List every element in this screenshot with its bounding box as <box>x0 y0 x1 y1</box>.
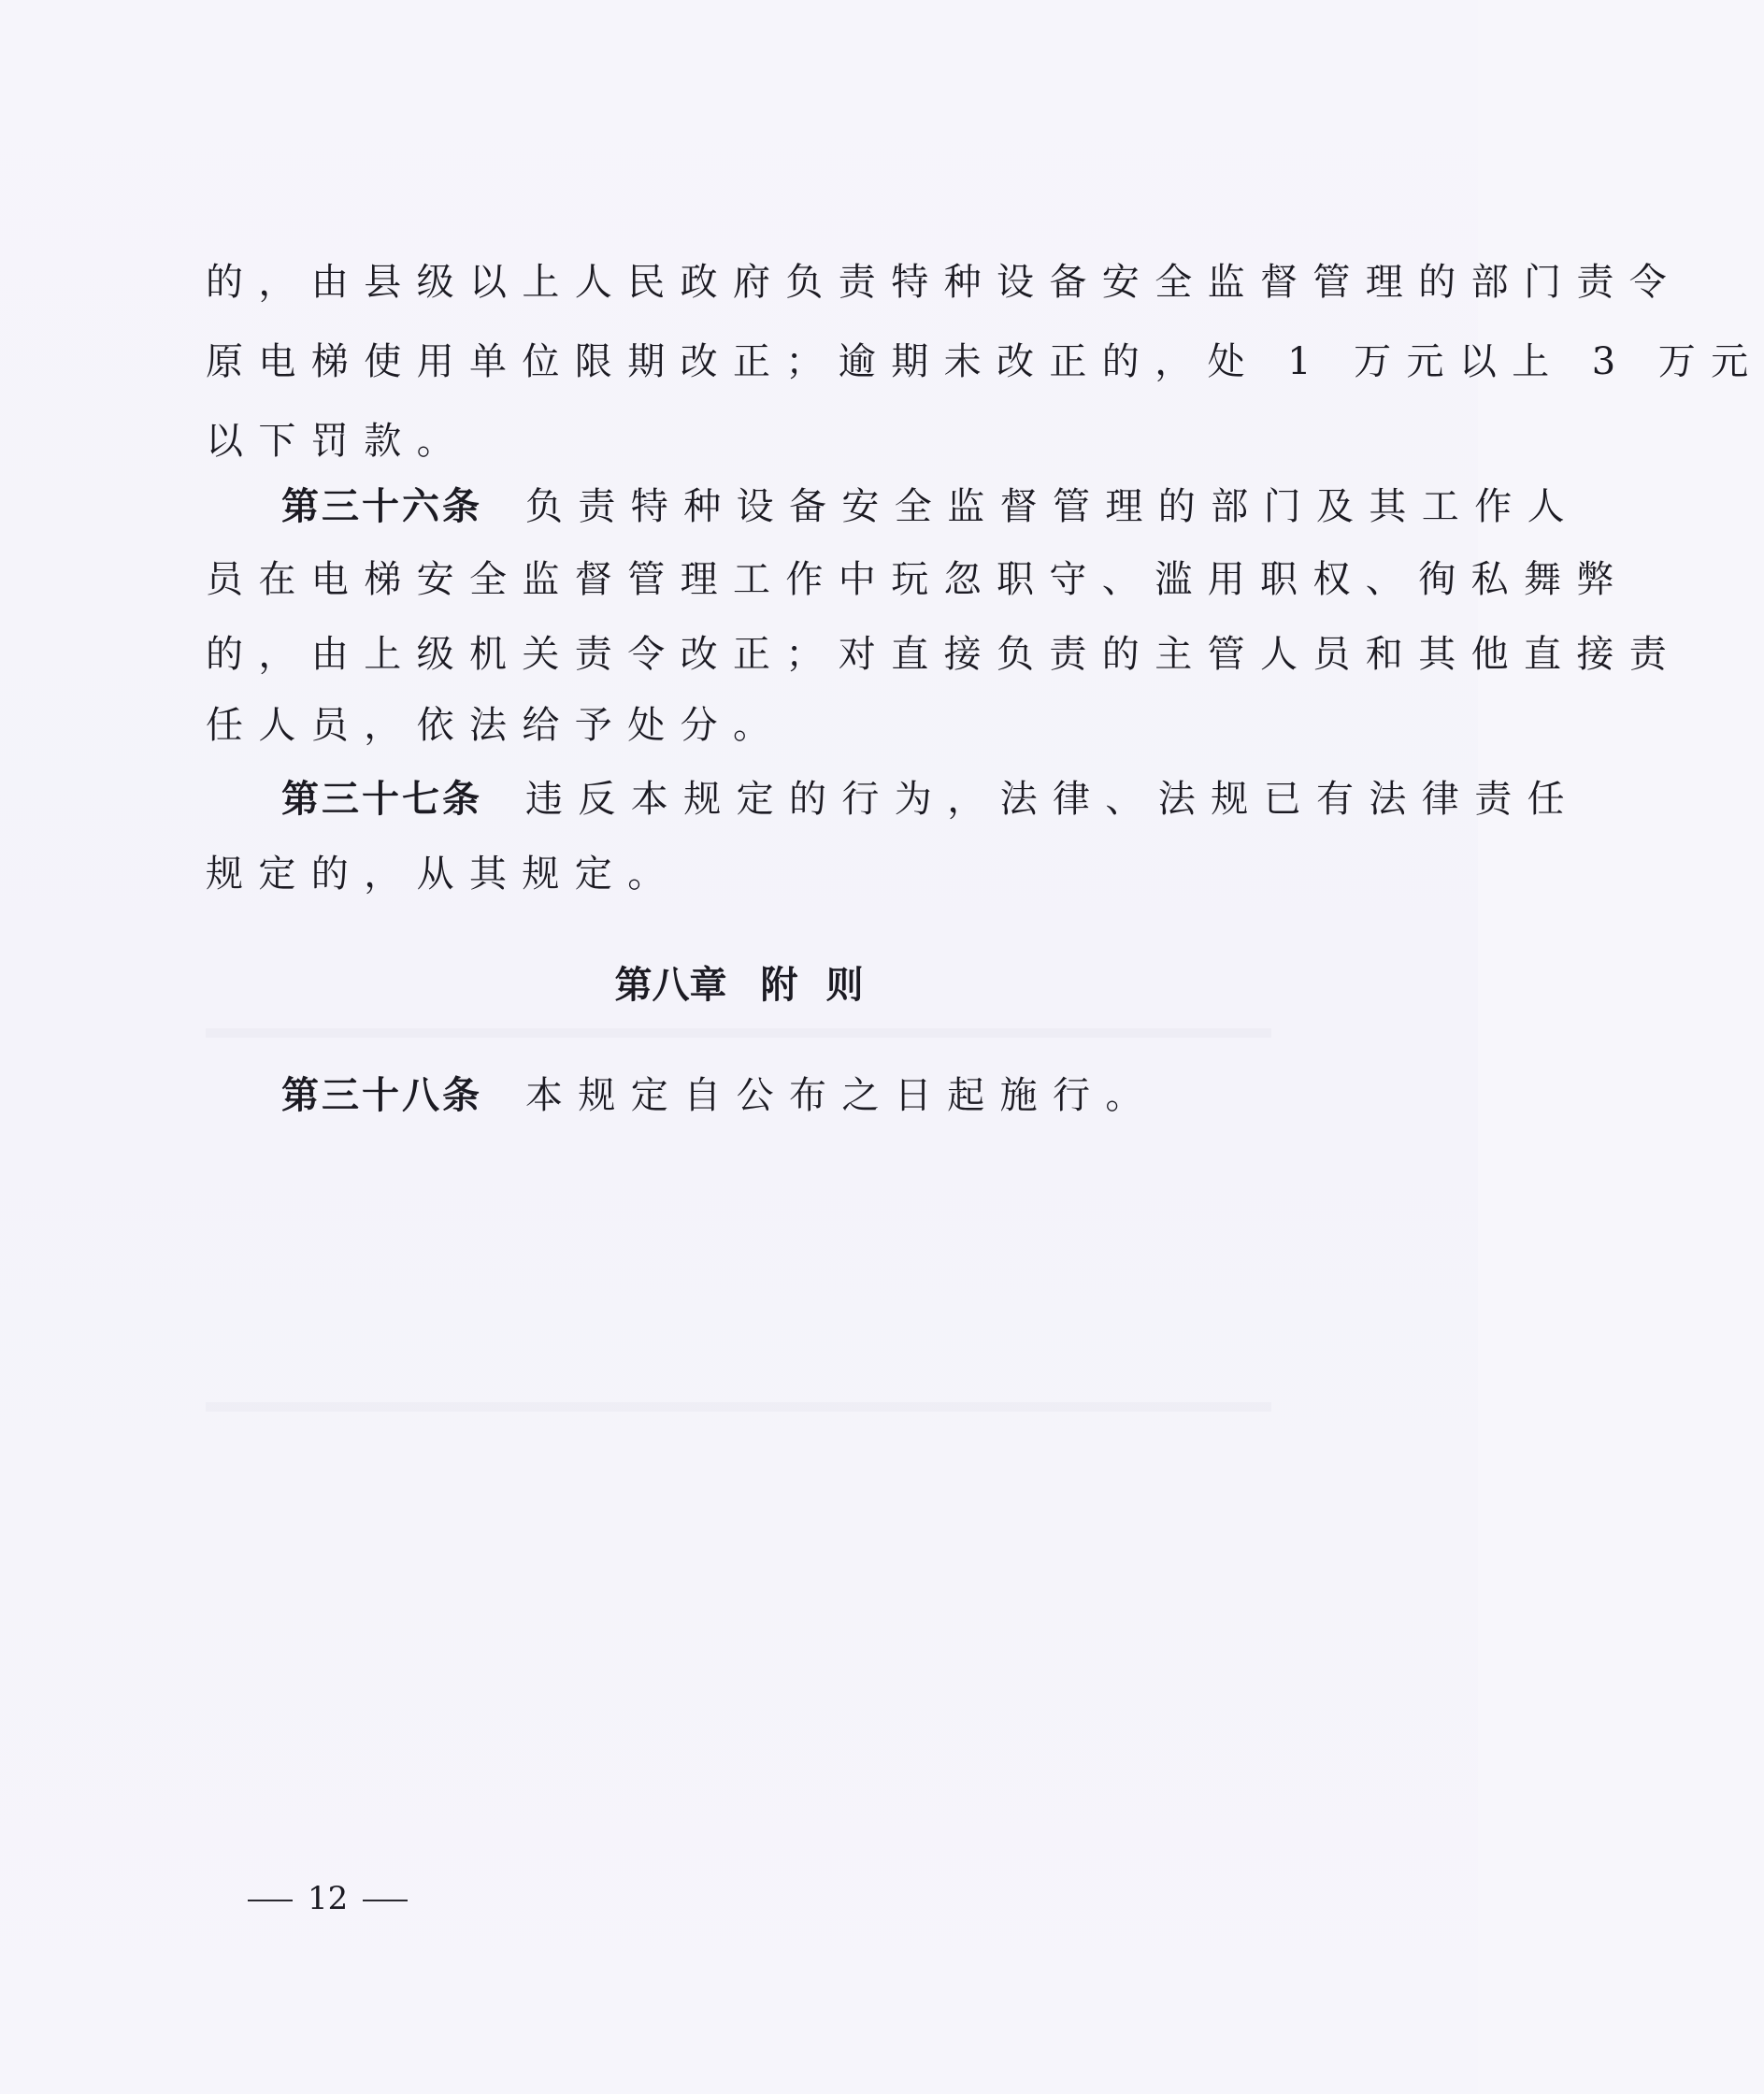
bleed-through-shade <box>206 1028 1271 1038</box>
body-text-line: 原电梯使用单位限期改正；逾期未改正的，处 1 万元以上 3 万元 <box>206 340 1764 383</box>
body-text-line: 的，由县级以上人民政府负责特种设备安全监督管理的部门责令 <box>206 261 1683 304</box>
chapter-title-part2: 则 <box>825 963 864 1007</box>
article-37-text: 违反本规定的行为，法律、法规已有法律责任 <box>525 778 1580 821</box>
article-36-label: 第三十六条 <box>281 484 482 528</box>
dash-right <box>363 1900 408 1901</box>
dash-left <box>248 1900 293 1901</box>
article-38-label: 第三十八条 <box>281 1073 482 1117</box>
article-37-label: 第三十七条 <box>281 777 482 821</box>
body-text-line: 以下罚款。 <box>206 420 469 463</box>
body-text-line: 员在电梯安全监督管理工作中玩忽职守、滥用职权、徇私舞弊 <box>206 558 1629 601</box>
body-text-line: 的，由上级机关责令改正；对直接负责的主管人员和其他直接责 <box>206 633 1683 676</box>
article-36-first-line <box>281 484 1580 529</box>
article-38-text: 本规定自公布之日起施行。 <box>525 1074 1158 1117</box>
chapter-number: 第八章 <box>614 963 727 1007</box>
body-text-line: 任人员，依法给予处分。 <box>206 704 786 747</box>
page-number <box>248 1880 408 1917</box>
chapter-title-part1: 附 <box>760 963 798 1007</box>
bleed-through-shade <box>206 1402 1271 1412</box>
body-text-line: 规定的，从其规定。 <box>206 853 681 896</box>
article-38-line <box>281 1073 1158 1118</box>
article-37-first-line <box>281 777 1580 822</box>
chapter-heading <box>0 963 1478 1008</box>
page-number-value: 12 <box>308 1880 349 1917</box>
article-36-text: 负责特种设备安全监督管理的部门及其工作人 <box>525 485 1580 528</box>
